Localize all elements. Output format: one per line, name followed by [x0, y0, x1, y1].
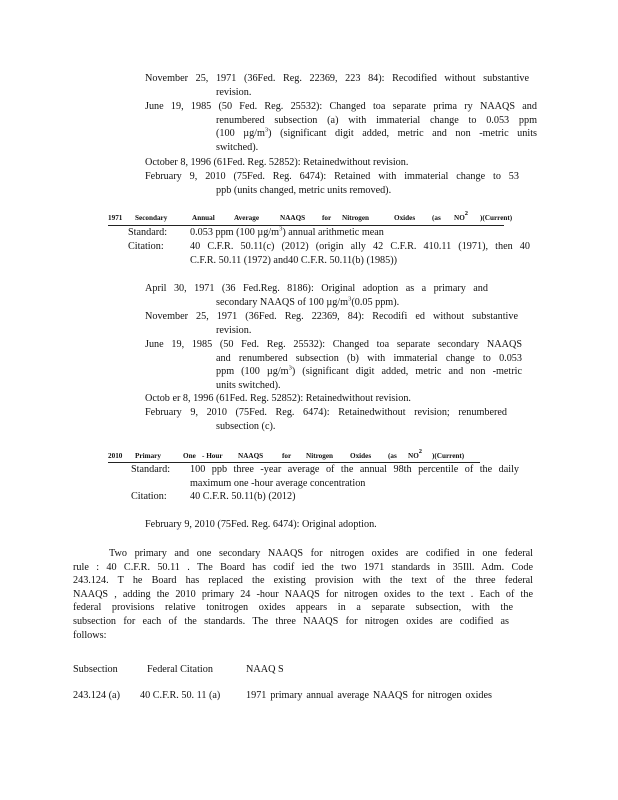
- history-line: [216, 365, 522, 379]
- history-line: October 8, 1996 (61Fed. Reg. 52852): Retainedwithout revision.: [145, 157, 409, 168]
- table-cell-subsection: 243.124 (a): [73, 690, 120, 701]
- header-word: Oxides: [350, 452, 372, 460]
- header-word: Annual: [192, 214, 215, 222]
- paragraph-line: 243.124. T he Board has replaced the existing provision with the text of the three federal: [73, 575, 533, 587]
- standard-value: [190, 226, 490, 240]
- header-word: Nitrogen: [342, 214, 370, 222]
- history-text: (0.05 ppm).: [351, 296, 400, 308]
- history-entry-1985-changed: [145, 100, 537, 154]
- history-line: and renumbered subsection (b) with immaterial change to 0.053: [216, 352, 522, 364]
- header-word: NO 2: [454, 210, 469, 222]
- citation-label: Citation:: [131, 491, 167, 502]
- history-entry-1971-adoption: [145, 282, 488, 309]
- standard-label: Standard:: [128, 227, 168, 238]
- standard-text: ) annual arithmetic mean: [282, 227, 384, 238]
- standard-line: maximum one -hour average concentration: [190, 477, 366, 489]
- paragraph-line: follows:: [73, 629, 107, 641]
- header-word: for: [282, 452, 292, 460]
- history-entry-2010-renumbered: [145, 406, 507, 433]
- table-header-naaqs: NAAQ S: [246, 664, 284, 675]
- history-entry-1971-recodified-2: [145, 310, 518, 337]
- header-word: Secondary: [135, 214, 168, 222]
- history-line: November 25, 1971 (36Fed. Reg. 22369, 84): Recodifi ed without substantive: [145, 311, 518, 322]
- history-text: ppm (100 µg/m: [216, 366, 289, 378]
- header-word: for: [322, 214, 332, 222]
- history-entry-2010-retained: [145, 170, 519, 197]
- history-text: (100 µg/m: [216, 128, 265, 140]
- citation-value: [190, 490, 410, 504]
- history-line: [145, 296, 488, 310]
- paragraph-line: federal provisions relative tonitrogen oxides appears in a separate subsection, with the: [73, 602, 513, 614]
- header-word: NO 2: [408, 448, 423, 460]
- header-word: 2010: [108, 452, 123, 460]
- history-line: November 25, 1971 (36Fed. Reg. 22369, 223 84): Recodified without substantive: [145, 73, 529, 84]
- table-header-federal-citation: Federal Citation: [147, 664, 213, 675]
- superscript: 3: [288, 364, 292, 372]
- history-line: renumbered subsection (a) with immaterial change to 0.053 ppm: [216, 114, 537, 126]
- header-word: Average: [234, 214, 260, 222]
- superscript: 3: [279, 225, 283, 233]
- superscript: 3: [264, 126, 269, 134]
- history-line: ppb (units changed, metric units removed).: [216, 184, 392, 196]
- header-word: - Hour: [202, 452, 223, 460]
- header-word: (as: [432, 214, 441, 222]
- table-cell-line: 1971 primary annual average NAAQS for nitrogen oxides: [246, 690, 492, 701]
- body-paragraph: [73, 547, 533, 642]
- header-word: (as: [388, 452, 397, 460]
- header-word: )(Current): [432, 452, 465, 460]
- citation-label: Citation:: [128, 241, 164, 252]
- history-line: switched).: [216, 141, 259, 153]
- history-line: February 9, 2010 (75Fed. Reg. 6474): Retainedwithout revision; renumbered: [145, 407, 507, 418]
- history-text: ) (significant digit added, metric and non -metric: [291, 366, 522, 378]
- history-entry-1996-retained-2: [145, 392, 485, 406]
- header-word: )(Current): [480, 214, 513, 222]
- citation-line: 40 C.F.R. 50.11(c) (2012) (origin ally 42 C.F.R. 410.11 (1971), then 40: [190, 241, 530, 252]
- paragraph-line: subsection for each of the standards. The three NAAQS for nitrogen oxides are codified as: [73, 615, 509, 627]
- history-text: ) (significant digit added, metric and non -metric units: [268, 128, 537, 140]
- paragraph-line: Two primary and one secondary NAAQS for nitrogen oxides are codified in one federal: [109, 548, 533, 559]
- history-line: [216, 127, 537, 141]
- superscript: 3: [348, 295, 352, 303]
- header-word: 1971: [108, 214, 123, 222]
- header-word: Oxides: [394, 214, 416, 222]
- citation-line: C.F.R. 50.11 (1972) and40 C.F.R. 50.11(b) (1985)): [190, 254, 398, 266]
- history-entry-1996-retained: [145, 156, 529, 170]
- history-line: subsection (c).: [216, 420, 276, 432]
- table-header-subsection: Subsection: [73, 664, 118, 675]
- history-line: February 9, 2010 (75Fed. Reg. 6474): Original adoption.: [145, 519, 377, 530]
- history-line: April 30, 1971 (36 Fed.Reg. 8186): Original adoption as a primary and: [145, 283, 488, 294]
- history-line: June 19, 1985 (50 Fed. Reg. 25532): Changed toa separate prima ry NAAQS and: [145, 101, 537, 112]
- history-entry-1985-changed-2: [145, 338, 522, 392]
- history-line: revision.: [216, 86, 252, 98]
- history-line: revision.: [216, 324, 252, 336]
- header-word: NAAQS: [280, 214, 306, 222]
- standard-text: 0.053 ppm (100 µg/m: [190, 227, 280, 238]
- history-entry-2010-adoption: [145, 518, 445, 532]
- history-entry-1971-recodified: [145, 72, 529, 99]
- citation-value: [190, 240, 530, 267]
- table-cell-naaqs: [246, 689, 492, 703]
- standard-line: [190, 226, 490, 240]
- history-line: February 9, 2010 (75Fed. Reg. 6474): Retained with immaterial change to 53: [145, 171, 519, 182]
- table-cell-federal-citation: 40 C.F.R. 50. 11 (a): [140, 690, 221, 701]
- history-line: Octob er 8, 1996 (61Fed. Reg. 52852): Retainedwithout revision.: [145, 393, 411, 404]
- paragraph-line: NAAQS , adding the 2010 primary 24 -hour NAAQS for nitrogen oxides to the text . Each of the: [73, 588, 533, 600]
- header-word: NAAQS: [238, 452, 264, 460]
- paragraph-line: rule : 40 C.F.R. 50.11 . The Board has codif ied the two 1971 standards in 35Ill. Adm. Code: [73, 561, 533, 573]
- header-word: Primary: [135, 452, 161, 460]
- header-word: One: [183, 452, 196, 460]
- history-line: June 19, 1985 (50 Fed. Reg. 25532): Changed toa separate secondary NAAQS: [145, 339, 522, 350]
- header-word: Nitrogen: [306, 452, 334, 460]
- standard-label: Standard:: [131, 464, 171, 475]
- standard-value: [190, 463, 519, 490]
- standard-line: 100 ppb three -year average of the annual 98th percentile of the daily: [190, 464, 519, 475]
- history-line: units switched).: [216, 379, 281, 391]
- citation-line: 40 C.F.R. 50.11(b) (2012): [190, 491, 296, 502]
- history-text: secondary NAAQS of 100 µg/m: [216, 296, 349, 308]
